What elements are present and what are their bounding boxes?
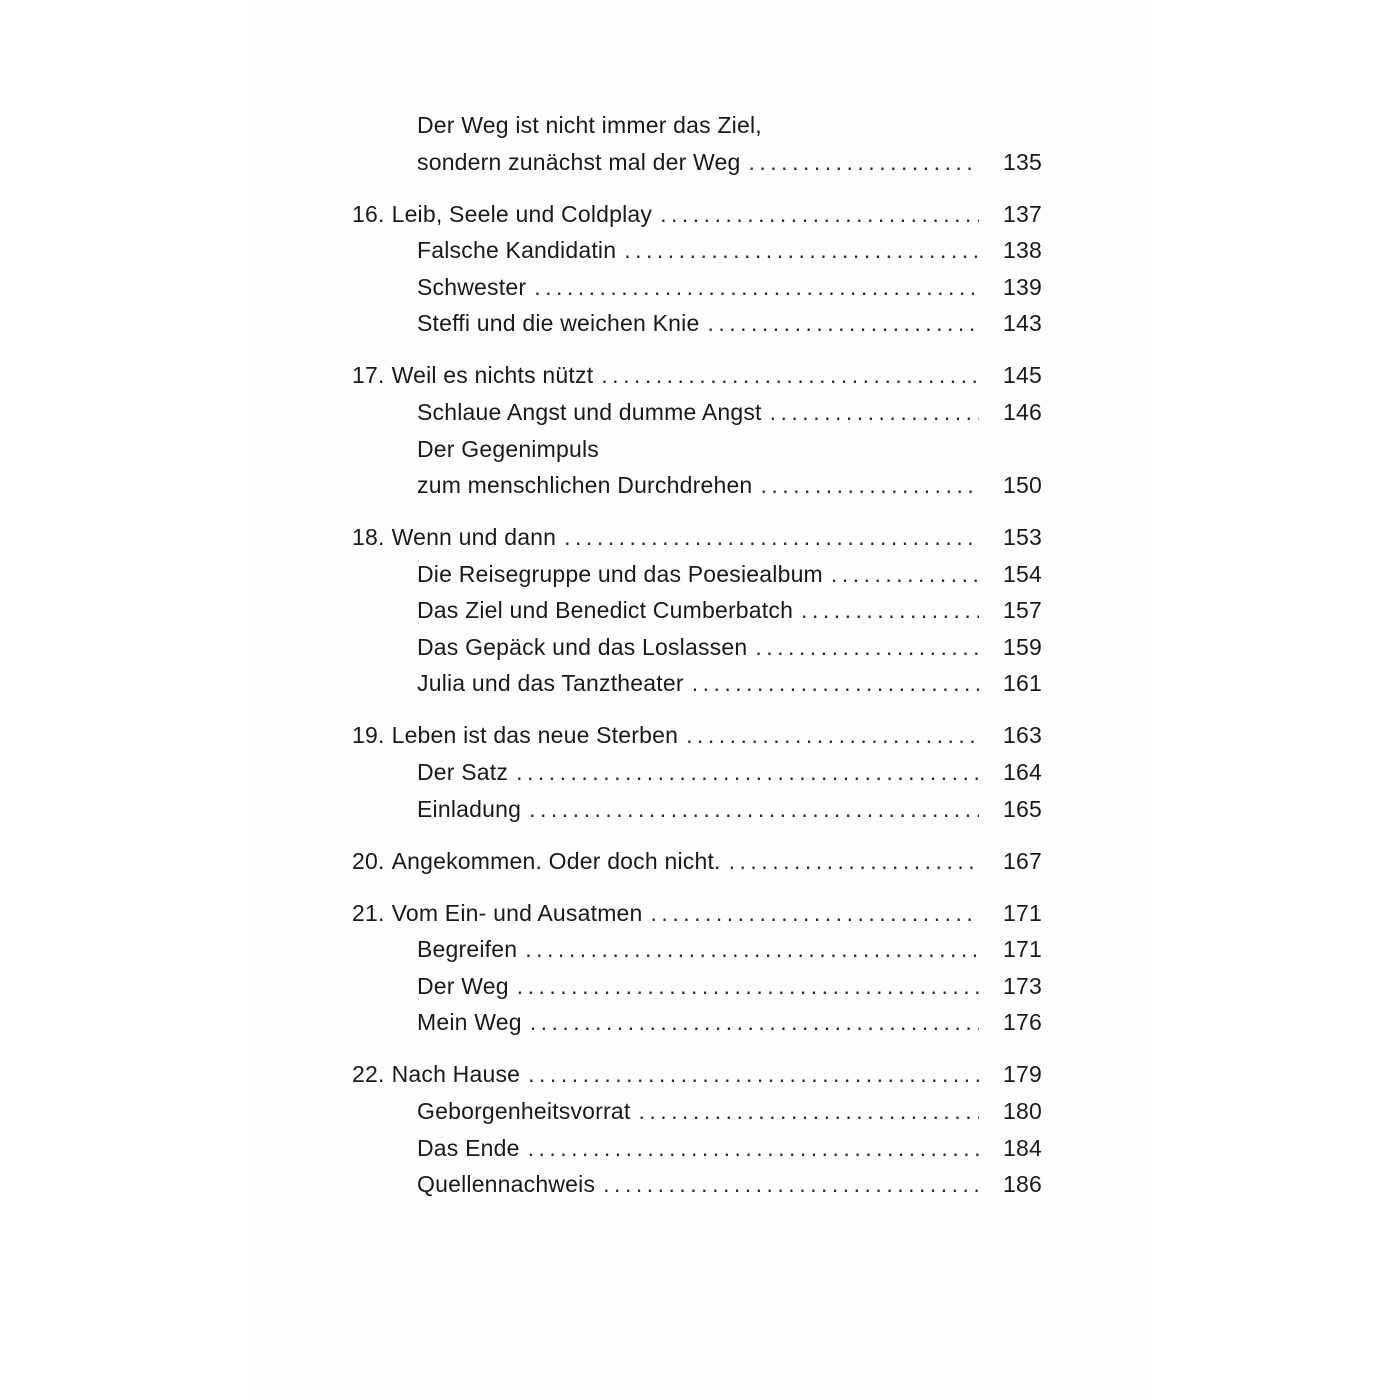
toc-subentry[interactable] [352, 791, 1042, 828]
dot-leader [729, 843, 979, 880]
page-number: 157 [1003, 597, 1042, 624]
page-number: 165 [1003, 795, 1042, 822]
chapter-number: 16. [352, 200, 385, 227]
entry-title: Der Gegenimpuls [417, 435, 599, 462]
toc-section [352, 1056, 1042, 1202]
entry-title: Weil es nichts nützt [391, 362, 594, 389]
toc-chapter-entry[interactable] [352, 196, 1042, 233]
toc-section [352, 196, 1042, 342]
dot-leader [660, 196, 979, 233]
entry-title: Das Ziel und Benedict Cumberbatch [417, 597, 794, 624]
dot-leader [686, 717, 979, 754]
entry-title: Schlaue Angst und dumme Angst [417, 398, 762, 425]
entry-title: Leib, Seele und Coldplay [391, 200, 653, 227]
entry-title: Wenn und dann [391, 524, 557, 551]
dot-leader [770, 394, 979, 431]
entry-title: Julia und das Tanztheater [417, 670, 684, 697]
page-number: 184 [1003, 1134, 1042, 1161]
toc-subentry[interactable] [352, 1130, 1042, 1167]
page-number: 138 [1003, 237, 1042, 264]
entry-title: Steffi und die weichen Knie [417, 310, 700, 337]
chapter-number: 22. [352, 1061, 385, 1088]
page-number: 180 [1003, 1097, 1042, 1124]
dot-leader [831, 556, 979, 593]
dot-leader [529, 791, 979, 828]
toc-subentry[interactable] [352, 556, 1042, 593]
page-number: 186 [1003, 1171, 1042, 1198]
page-number: 153 [1003, 524, 1042, 551]
page-number: 143 [1003, 310, 1042, 337]
entry-title: Angekommen. Oder doch nicht. [391, 847, 721, 874]
page-number: 164 [1003, 759, 1042, 786]
entry-title: Geborgenheitsvorrat [417, 1097, 631, 1124]
dot-leader [749, 144, 979, 181]
page-number: 159 [1003, 633, 1042, 660]
toc-subentry[interactable] [352, 305, 1042, 342]
entry-title: Der Weg ist nicht immer das Ziel, [417, 112, 762, 138]
entry-title: Mein Weg [417, 1009, 522, 1036]
dot-leader [692, 665, 979, 702]
chapter-number: 20. [352, 847, 385, 874]
chapter-number: 19. [352, 722, 385, 749]
page-number: 163 [1003, 722, 1042, 749]
toc-section [352, 895, 1042, 1041]
dot-leader [525, 931, 979, 968]
entry-title: Das Ende [417, 1134, 520, 1161]
dot-leader [760, 467, 979, 504]
page-number: 137 [1003, 200, 1042, 227]
dot-leader [755, 629, 979, 666]
entry-title: Das Gepäck und das Loslassen [417, 633, 748, 660]
page-number: 171 [1003, 936, 1042, 963]
entry-title: Leben ist das neue Sterben [391, 722, 679, 749]
page-number: 176 [1003, 1009, 1042, 1036]
chapter-number: 21. [352, 899, 385, 926]
dot-leader [530, 1004, 979, 1041]
entry-title: sondern zunächst mal der Weg [417, 148, 741, 175]
page-number: 161 [1003, 670, 1042, 697]
toc-section [352, 843, 1042, 880]
toc-subentry[interactable] [352, 968, 1042, 1005]
toc-chapter-entry[interactable] [352, 895, 1042, 932]
page-number: 167 [1003, 847, 1042, 874]
page-number: 154 [1003, 560, 1042, 587]
dot-leader [601, 357, 979, 394]
toc-subentry[interactable] [352, 754, 1042, 791]
toc-subentry[interactable] [352, 144, 1042, 181]
page-number: 135 [1003, 148, 1042, 175]
toc-section [352, 107, 1042, 180]
toc-subentry[interactable] [352, 269, 1042, 306]
page-number: 171 [1003, 899, 1042, 926]
entry-title: Falsche Kandidatin [417, 237, 617, 264]
toc-section [352, 357, 1042, 503]
toc-subentry[interactable] [352, 431, 1042, 468]
dot-leader [603, 1166, 979, 1203]
dot-leader [528, 1056, 979, 1093]
page-number: 139 [1003, 273, 1042, 300]
toc-subentry[interactable] [352, 232, 1042, 269]
entry-title: Quellennachweis [417, 1171, 596, 1198]
dot-leader [517, 968, 979, 1005]
dot-leader [624, 232, 979, 269]
entry-title: Schwester [417, 273, 527, 300]
dot-leader [516, 754, 979, 791]
dot-leader [801, 592, 979, 629]
toc-subentry[interactable] [352, 592, 1042, 629]
toc-chapter-entry[interactable] [352, 357, 1042, 394]
entry-title: Nach Hause [391, 1061, 521, 1088]
toc-section [352, 519, 1042, 702]
entry-title: Die Reisegruppe und das Poesiealbum [417, 560, 823, 587]
page-number: 146 [1003, 398, 1042, 425]
chapter-number: 17. [352, 362, 385, 389]
toc-subentry[interactable] [352, 107, 1042, 144]
toc-subentry[interactable] [352, 665, 1042, 702]
dot-leader [638, 1093, 979, 1130]
dot-leader [534, 269, 979, 306]
entry-title: zum menschlichen Durchdrehen [417, 472, 753, 499]
dot-leader [707, 305, 979, 342]
toc-subentry[interactable] [352, 1004, 1042, 1041]
page-number: 179 [1003, 1061, 1042, 1088]
entry-title: Der Satz [417, 759, 509, 786]
entry-title: Der Weg [417, 972, 509, 999]
toc-subentry[interactable] [352, 1166, 1042, 1203]
page-number: 145 [1003, 362, 1042, 389]
toc-subentry[interactable] [352, 931, 1042, 968]
entry-title: Begreifen [417, 936, 518, 963]
toc-chapter-entry[interactable] [352, 519, 1042, 556]
page-number: 173 [1003, 972, 1042, 999]
toc-chapter-entry[interactable] [352, 1056, 1042, 1093]
toc-section [352, 717, 1042, 827]
entry-title: Einladung [417, 795, 522, 822]
page-number: 150 [1003, 472, 1042, 499]
toc-chapter-entry[interactable] [352, 717, 1042, 754]
dot-leader [651, 895, 979, 932]
toc-subentry[interactable] [352, 629, 1042, 666]
dot-leader [528, 1130, 979, 1167]
toc-chapter-entry[interactable] [352, 843, 1042, 880]
entry-title: Vom Ein- und Ausatmen [391, 899, 643, 926]
toc-subentry[interactable] [352, 394, 1042, 431]
table-of-contents [352, 107, 1042, 1218]
chapter-number: 18. [352, 524, 385, 551]
toc-subentry[interactable] [352, 467, 1042, 504]
toc-subentry[interactable] [352, 1093, 1042, 1130]
dot-leader [564, 519, 979, 556]
